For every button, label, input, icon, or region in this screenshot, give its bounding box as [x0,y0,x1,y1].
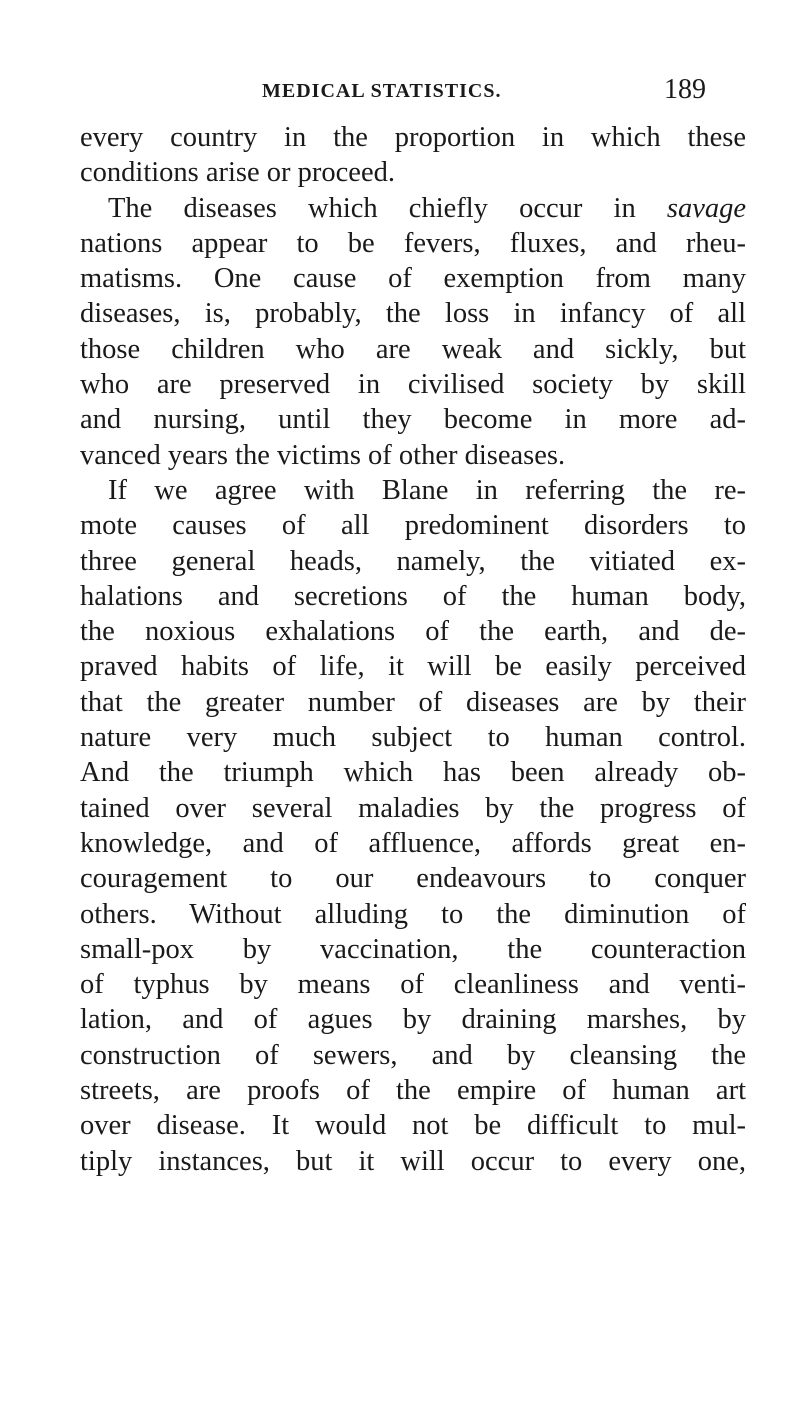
text-line: conditions arise or proceed. [80,157,395,189]
text-line: others. Without alluding to the diminution of [80,898,746,930]
text-line: tained over several maladies by the progress of [80,792,746,824]
text-line: If we agree with Blane in referring the re- [108,474,746,506]
text-line: matisms. One cause of exemption from many [80,263,746,295]
italic-word-savage: savage [666,192,746,224]
text-segment: The diseases which chiefly occur in [108,192,667,224]
text-line: those children who are weak and sickly, but [80,333,746,365]
text-line: every country in the proportion in which these [80,122,746,153]
text-line: small-pox by vaccination, the counteraction [80,933,746,965]
text-line: the noxious exhalations of the earth, and de- [80,616,746,648]
text-line: over disease. It would not be difficult to mul- [80,1110,746,1142]
text-line: nations appear to be fevers, fluxes, and rheu- [80,227,746,259]
text-line: three general heads, namely, the vitiated ex- [80,545,746,577]
text-line: halations and secretions of the human body, [80,580,746,612]
text-line: couragement to our endeavours to conquer [80,863,746,895]
text-line: that the greater number of diseases are by their [80,686,746,718]
running-head: MEDICAL STATISTICS. [262,80,502,102]
text-line: construction of sewers, and by cleansing the [80,1039,746,1071]
text-line: nature very much subject to human control. [80,722,746,754]
text-line: and nursing, until they become in more ad- [80,404,746,436]
text-line: knowledge, and of affluence, affords great en- [80,827,746,859]
text-line: lation, and of agues by draining marshes, by [80,1004,746,1036]
text-line: of typhus by means of cleanliness and venti- [80,969,746,1001]
text-line: vanced years the victims of other diseases. [80,439,566,471]
text-line: praved habits of life, it will be easily perceived [80,651,746,683]
page-number: 189 [664,74,706,105]
text-line: who are preserved in civilised society by skill [80,369,746,401]
body-text [80,120,746,1179]
text-line: tiply instances, but it will occur to every one, [80,1145,746,1177]
text-line: And the triumph which has been already ob- [80,757,746,789]
text-line: diseases, is, probably, the loss in infancy of all [80,298,746,330]
text-line: mote causes of all predominent disorders to [80,510,746,542]
text-line: streets, are proofs of the empire of human art [80,1075,746,1107]
text-line [80,191,746,226]
